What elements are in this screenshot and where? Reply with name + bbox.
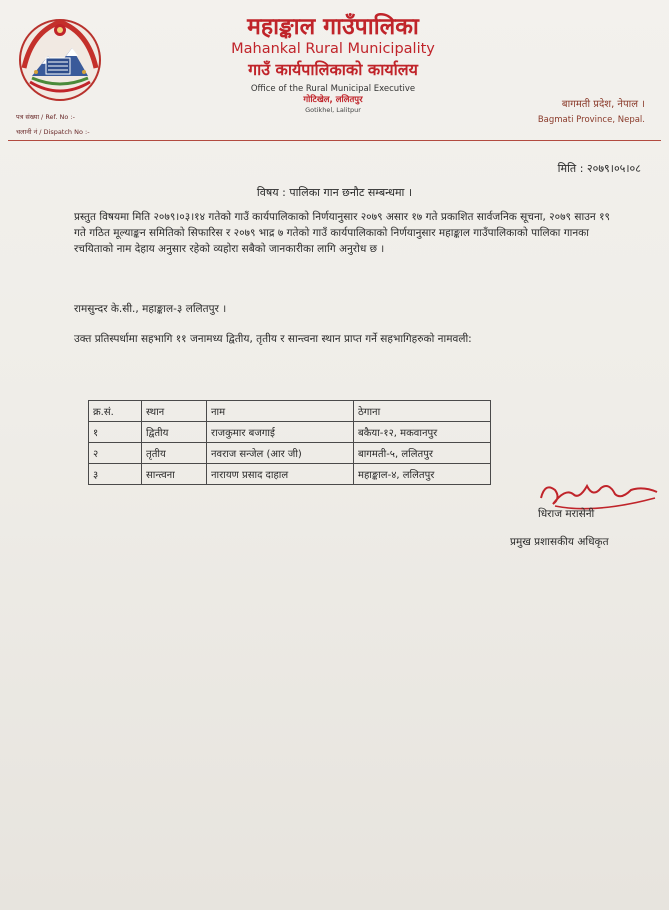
letterhead (160, 14, 506, 115)
address-cell: महाङ्काल-४, ललितपुर (354, 464, 491, 485)
participants-intro: उक्त प्रतिस्पर्धामा सहभागि ११ जनामध्य द्वितीय, तृतीय र सान्त्वना स्थान प्राप्त गर्ने सहभागिहरुको नामवली: (74, 333, 472, 345)
office-name-english: Office of the Rural Municipal Executive (250, 84, 416, 94)
column-header-position: स्थान (142, 401, 207, 422)
municipality-emblem-icon (18, 18, 102, 102)
ref-number-label: पत्र संख्या / Ref. No :- (16, 113, 75, 121)
dispatch-number-label: चलानी नं / Dispatch No :- (16, 128, 90, 136)
position-cell: सान्त्वना (142, 464, 207, 485)
municipality-name-nepali: महाङ्काल गाउँपालिका (247, 14, 419, 40)
province-english: Bagmati Province, Nepal. (537, 115, 645, 125)
participants-table (88, 400, 491, 485)
location-english: Gotikhel, Lalitpur (305, 106, 361, 114)
name-cell: नारायण प्रसाद दाहाल (207, 464, 354, 485)
province-nepali: बागमती प्रदेश, नेपाल । (561, 99, 645, 110)
letter-date: मिति : २०७९।०५।०८ (557, 162, 641, 175)
table-row (89, 464, 491, 485)
column-header-address: ठेगाना (354, 401, 491, 422)
table-header-row (89, 401, 491, 422)
winner-line: रामसुन्दर के.सी., महाङ्काल-३ ललितपुर । (74, 303, 227, 315)
name-cell: नवराज सन्जेल (आर जी) (207, 443, 354, 464)
letter-subject: विषय : पालिका गान छनौट सम्बन्धमा । (256, 186, 413, 199)
office-name-nepali: गाउँ कार्यपालिकाको कार्यालय (248, 60, 418, 79)
province-block (538, 97, 645, 127)
signatory-title: प्रमुख प्रशासकीय अधिकृत (510, 536, 609, 548)
name-cell: राजकुमार बजगाई (207, 422, 354, 443)
table-row (89, 443, 491, 464)
location-nepali: गोटिखेल, ललितपुर (303, 95, 363, 105)
municipality-name-english: Mahankal Rural Municipality (231, 41, 435, 57)
column-header-name: नाम (207, 401, 354, 422)
serial-cell: ३ (89, 464, 142, 485)
position-cell: द्वितीय (142, 422, 207, 443)
address-cell: बकैया-१२, मकवानपुर (354, 422, 491, 443)
column-header-serial: क्र.सं. (89, 401, 142, 422)
table-row (89, 422, 491, 443)
letterhead-divider (8, 140, 661, 141)
letter-body: प्रस्तुत विषयमा मिति २०७९।०३।१४ गतेको गाउँ कार्यपालिकाको निर्णयानुसार २०७९ असार १७ गते प्रकाशित सार्वजनिक सूचना, २०७९ साउन १९ गते गठित मूल्याङ्कन समितिको सिफारिस र २०७९ भाद्र ७ गतेको गाउँ कार्यपालिकाको निर्णयानुसार महाङ्काल गाउँपालिकाको पालिका गानका रचयिताको नाम देहाय अनुसार रहेको व्यहोरा सबैको जानकारीका लागि अनुरोध छ । (74, 211, 610, 255)
serial-cell: २ (89, 443, 142, 464)
serial-cell: १ (89, 422, 142, 443)
address-cell: बागमती-५, ललितपुर (354, 443, 491, 464)
signatory-name: धिराज मरासेनी (538, 508, 595, 520)
position-cell: तृतीय (142, 443, 207, 464)
